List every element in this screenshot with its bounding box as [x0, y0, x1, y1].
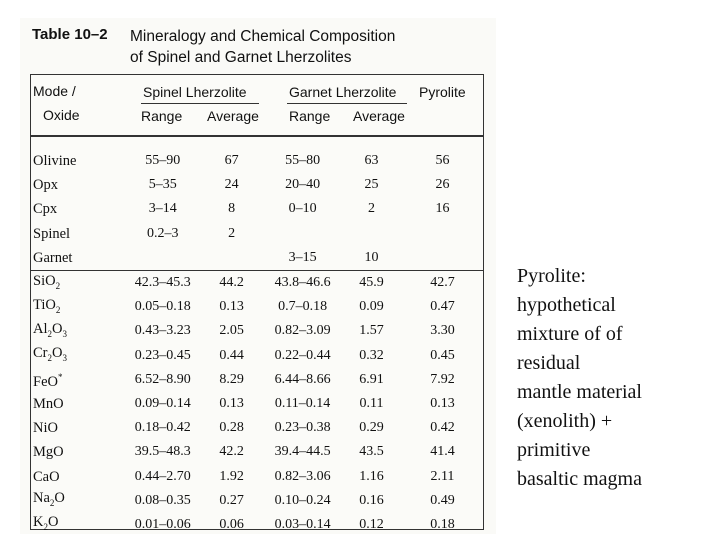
row-label — [31, 416, 126, 440]
cell-ga-avg — [341, 222, 402, 246]
table-title-line-2: of Spinel and Garnet Lherzolites — [130, 49, 352, 66]
oxide-base: CaO — [33, 468, 60, 485]
header-range-spinel: Range — [141, 108, 183, 124]
oxide-row — [31, 392, 483, 416]
note-line: mixture of of — [517, 323, 623, 345]
cell-sp-avg: 0.44 — [219, 347, 244, 363]
cell-ga-range: 20–40 — [285, 177, 321, 193]
oxide-base: FeO — [33, 374, 58, 391]
oxide-subscript: 2 — [49, 498, 55, 509]
cell-sp-range — [126, 246, 199, 271]
cell-pyr: 3.30 — [430, 323, 455, 339]
cell-sp-avg: 2 — [228, 225, 236, 241]
cell-ga-range: 55–80 — [285, 153, 321, 169]
oxide-base: K — [33, 514, 44, 531]
cell-sp-range: 0.05–0.18 — [134, 299, 191, 315]
oxide-row — [31, 319, 483, 343]
cell-ga-range: 39.4–44.5 — [274, 444, 331, 460]
cell-sp-range: 0.09–0.14 — [134, 395, 191, 411]
oxide-subscript: 2 — [47, 353, 52, 364]
cell-sp-range: 0.23–0.45 — [134, 347, 191, 363]
cell-sp-range: 6.52–8.90 — [134, 371, 191, 387]
cell-ga-avg: 0.12 — [359, 516, 384, 532]
oxide-oxygen: O — [52, 320, 63, 337]
cell-sp-avg — [199, 246, 264, 271]
mineral-row — [31, 197, 483, 221]
cell-pyr: 0.45 — [430, 347, 455, 363]
cell-ga-range: 0.03–0.14 — [274, 516, 331, 532]
cell-sp-avg: 42.2 — [219, 444, 244, 460]
table-frame — [30, 74, 484, 533]
cell-pyr: 0.47 — [430, 299, 455, 315]
note-line: basaltic magma — [517, 468, 642, 490]
mineral-row — [31, 222, 483, 246]
spinel-underline — [141, 103, 259, 104]
cell-ga-avg: 0.29 — [359, 420, 384, 436]
cell-ga-range: 3–15 — [288, 249, 317, 265]
row-label — [31, 319, 126, 343]
row-label — [31, 344, 126, 368]
oxide-base: Al — [33, 320, 48, 337]
row-label — [31, 270, 126, 295]
cell-pyr: 7.92 — [430, 371, 455, 387]
oxide-base: MgO — [33, 444, 64, 461]
oxide-base: SiO — [33, 272, 56, 289]
oxide-row — [31, 464, 483, 488]
oxide-row — [31, 368, 483, 392]
cell-ga-avg: 1.57 — [359, 323, 384, 339]
cell-pyr — [402, 222, 483, 246]
cell-pyr: 0.18 — [430, 516, 455, 532]
oxide-subscript: 2 — [43, 522, 48, 533]
row-label: Cpx — [33, 201, 58, 218]
oxide-oxygen: O — [52, 345, 63, 362]
oxide-subscript-2: 3 — [62, 353, 67, 364]
cell-sp-avg: 1.92 — [219, 468, 244, 484]
oxide-row — [31, 416, 483, 440]
note-line: residual — [517, 352, 581, 374]
header-pyrolite: Pyrolite — [419, 84, 466, 100]
table-title-line-1: Mineralogy and Chemical Composition — [130, 28, 396, 45]
cell-sp-range: 55–90 — [145, 153, 181, 169]
cell-ga-avg: 2 — [367, 201, 375, 217]
cell-sp-range: 5–35 — [148, 177, 177, 193]
cell-sp-avg: 67 — [224, 153, 239, 169]
cell-sp-avg: 0.13 — [219, 299, 244, 315]
cell-sp-avg: 0.13 — [219, 395, 244, 411]
cell-ga-avg: 1.16 — [359, 468, 384, 484]
row-label — [31, 513, 126, 537]
oxide-row — [31, 344, 483, 368]
cell-sp-range: 0.01–0.06 — [134, 516, 191, 532]
cell-ga-avg: 25 — [364, 177, 379, 193]
cell-ga-avg: 43.5 — [359, 444, 384, 460]
cell-pyr: 0.42 — [430, 420, 455, 436]
row-label — [31, 464, 126, 488]
oxide-row — [31, 270, 483, 295]
cell-pyr: 0.49 — [430, 492, 455, 508]
table-title — [130, 26, 395, 68]
cell-pyr: 56 — [435, 153, 450, 169]
mineral-row — [31, 173, 483, 197]
cell-ga-avg: 45.9 — [341, 270, 402, 295]
oxide-row — [31, 440, 483, 464]
pyrolite-note — [517, 262, 717, 494]
note-line: mantle material — [517, 381, 642, 403]
note-line: Pyrolite: — [517, 265, 586, 287]
oxide-subscript: 2 — [47, 328, 52, 339]
table-number: Table 10–2 — [32, 26, 108, 43]
cell-pyr — [402, 246, 483, 271]
cell-sp-range: 42.3–45.3 — [126, 270, 199, 295]
cell-ga-range: 0.11–0.14 — [274, 395, 331, 411]
row-label: Spinel — [33, 225, 71, 242]
oxide-superscript: * — [57, 372, 63, 383]
composition-table — [31, 149, 483, 537]
row-label: Garnet — [33, 249, 73, 266]
mineral-row — [31, 149, 483, 173]
oxide-row — [31, 295, 483, 319]
cell-sp-avg: 8 — [228, 201, 236, 217]
header-spinel-lherzolite: Spinel Lherzolite — [143, 84, 247, 100]
cell-ga-avg: 0.32 — [359, 347, 384, 363]
oxide-subscript: 2 — [55, 280, 61, 291]
cell-sp-range: 0.2–3 — [146, 225, 179, 241]
row-label — [31, 489, 126, 513]
oxide-base: Cr — [33, 345, 48, 362]
header-oxide: Oxide — [43, 107, 80, 123]
row-label — [31, 392, 126, 416]
row-label — [31, 368, 126, 392]
oxide-oxygen: O — [54, 490, 65, 507]
cell-pyr: 26 — [435, 177, 450, 193]
cell-ga-range: 0.82–3.09 — [274, 323, 331, 339]
oxide-base: TiO — [33, 296, 56, 313]
cell-ga-avg: 10 — [364, 249, 379, 265]
cell-pyr: 0.13 — [430, 395, 455, 411]
cell-sp-avg: 8.29 — [219, 371, 244, 387]
cell-sp-avg: 0.06 — [219, 516, 244, 532]
oxide-oxygen: O — [47, 514, 59, 531]
cell-ga-range: 0.23–0.38 — [274, 420, 331, 436]
cell-sp-range: 0.18–0.42 — [134, 420, 191, 436]
cell-ga-avg: 0.09 — [359, 299, 384, 315]
oxide-base: NiO — [33, 420, 58, 437]
cell-sp-range: 0.44–2.70 — [134, 468, 191, 484]
oxide-row — [31, 513, 483, 537]
cell-ga-range: 0.10–0.24 — [274, 492, 331, 508]
garnet-underline — [287, 103, 407, 104]
cell-pyr: 2.11 — [430, 468, 455, 484]
mineral-row — [31, 246, 483, 271]
header-divider — [31, 135, 483, 137]
cell-pyr: 41.4 — [430, 444, 455, 460]
scanned-table — [20, 18, 496, 534]
cell-ga-range — [264, 222, 341, 246]
row-label — [31, 295, 126, 319]
oxide-base: Na — [33, 490, 50, 507]
cell-sp-range: 3–14 — [148, 201, 177, 217]
cell-ga-range: 0–10 — [288, 201, 317, 217]
note-line: hypothetical — [517, 294, 616, 316]
cell-ga-range: 6.44–8.66 — [274, 371, 331, 387]
header-average-garnet: Average — [353, 108, 405, 124]
cell-ga-range: 0.82–3.06 — [274, 468, 331, 484]
cell-sp-range: 0.43–3.23 — [134, 323, 191, 339]
cell-sp-avg: 44.2 — [199, 270, 264, 295]
header-average-spinel: Average — [207, 108, 259, 124]
header-mode: Mode / — [33, 83, 76, 99]
cell-ga-avg: 63 — [364, 153, 379, 169]
header-range-garnet: Range — [289, 108, 331, 124]
cell-pyr: 16 — [435, 201, 450, 217]
cell-ga-range: 0.7–0.18 — [278, 299, 328, 315]
row-label: Opx — [33, 177, 58, 194]
cell-sp-avg: 2.05 — [219, 323, 244, 339]
note-line: primitive — [517, 439, 591, 461]
oxide-subscript: 2 — [55, 304, 61, 315]
cell-sp-avg: 0.28 — [219, 420, 244, 436]
cell-ga-avg: 0.11 — [359, 395, 384, 411]
oxide-base: MnO — [33, 395, 64, 412]
cell-sp-range: 39.5–48.3 — [134, 444, 191, 460]
note-line: (xenolith) + — [517, 410, 613, 432]
oxide-row — [31, 489, 483, 513]
row-label: Olivine — [33, 153, 77, 170]
oxide-subscript-2: 3 — [62, 328, 67, 339]
cell-sp-avg: 0.27 — [219, 492, 244, 508]
cell-sp-avg: 24 — [224, 177, 239, 193]
row-label — [31, 440, 126, 464]
cell-ga-avg: 6.91 — [359, 371, 384, 387]
header-garnet-lherzolite: Garnet Lherzolite — [289, 84, 397, 100]
cell-ga-range: 43.8–46.6 — [264, 270, 341, 295]
cell-ga-avg: 0.16 — [359, 492, 384, 508]
cell-pyr: 42.7 — [402, 270, 483, 295]
cell-sp-range: 0.08–0.35 — [134, 492, 191, 508]
cell-ga-range: 0.22–0.44 — [274, 347, 331, 363]
